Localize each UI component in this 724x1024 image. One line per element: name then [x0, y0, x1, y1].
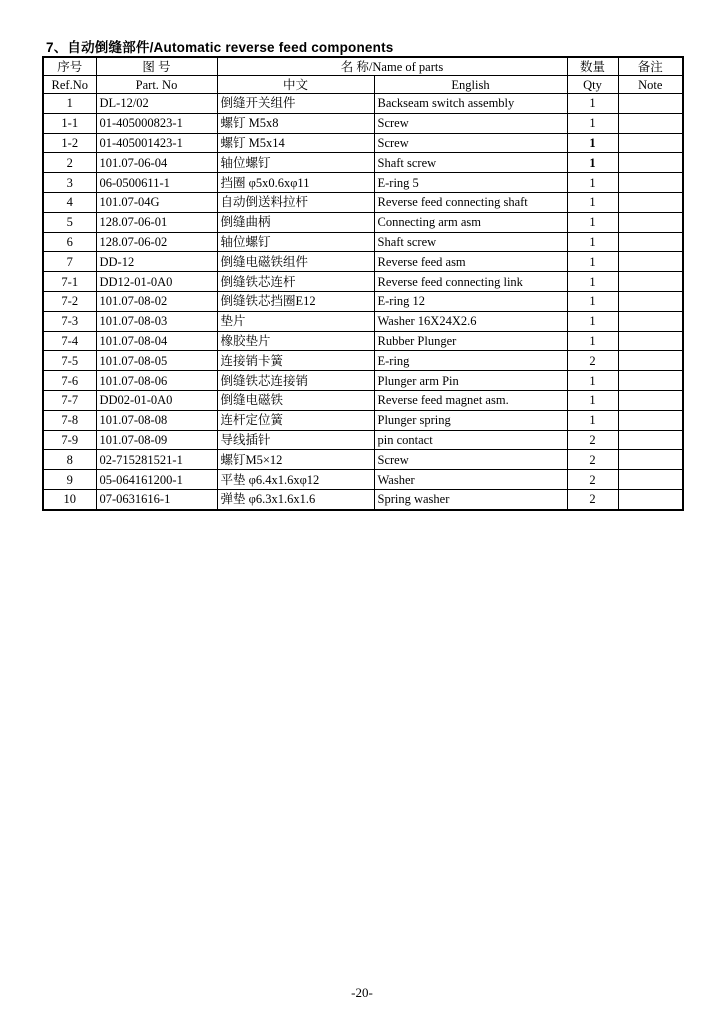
cell-note: [618, 291, 683, 311]
cell-part-no: 101.07-04G: [96, 192, 217, 212]
cell-name-cn: 倒缝铁芯连杆: [217, 272, 374, 292]
cell-name-cn: 螺钉 M5x14: [217, 133, 374, 153]
cell-note: [618, 311, 683, 331]
cell-note: [618, 212, 683, 232]
cell-name-cn: 倒缝开关组件: [217, 94, 374, 114]
header-name-en: English: [374, 76, 567, 94]
cell-ref-no: 5: [43, 212, 96, 232]
cell-ref-no: 1-2: [43, 133, 96, 153]
cell-name-en: Reverse feed connecting link: [374, 272, 567, 292]
cell-name-cn: 连接销卡簧: [217, 351, 374, 371]
cell-name-en: Screw: [374, 113, 567, 133]
cell-name-cn: 倒缝曲柄: [217, 212, 374, 232]
cell-ref-no: 7-8: [43, 410, 96, 430]
parts-table-body: [43, 94, 683, 510]
header-qty-en: Qty: [567, 76, 618, 94]
cell-name-en: pin contact: [374, 430, 567, 450]
cell-name-cn: 轴位螺钉: [217, 232, 374, 252]
cell-part-no: DD-12: [96, 252, 217, 272]
cell-name-cn: 轴位螺钉: [217, 153, 374, 173]
cell-part-no: 05-064161200-1: [96, 470, 217, 490]
cell-name-cn: 导线插针: [217, 430, 374, 450]
cell-ref-no: 7-7: [43, 390, 96, 410]
section-title: 7、自动倒缝部件/Automatic reverse feed components: [46, 40, 394, 55]
cell-note: [618, 390, 683, 410]
table-row: [43, 410, 683, 430]
table-row: [43, 153, 683, 173]
table-row: [43, 212, 683, 232]
table-row: [43, 291, 683, 311]
cell-part-no: DL-12/02: [96, 94, 217, 114]
table-row: [43, 192, 683, 212]
cell-qty: 1: [567, 272, 618, 292]
table-row: [43, 133, 683, 153]
cell-qty: 1: [567, 173, 618, 193]
cell-name-en: E-ring: [374, 351, 567, 371]
cell-name-cn: 倒缝铁芯连接销: [217, 371, 374, 391]
cell-ref-no: 7-5: [43, 351, 96, 371]
table-row: [43, 311, 683, 331]
cell-part-no: 101.07-08-09: [96, 430, 217, 450]
cell-qty: 1: [567, 232, 618, 252]
header-qty-cn: 数量: [567, 57, 618, 76]
table-row: [43, 272, 683, 292]
cell-name-en: Spring washer: [374, 489, 567, 509]
cell-ref-no: 8: [43, 450, 96, 470]
cell-name-cn: 平垫 φ6.4x1.6xφ12: [217, 470, 374, 490]
cell-name-en: Reverse feed connecting shaft: [374, 192, 567, 212]
cell-name-en: Screw: [374, 133, 567, 153]
cell-qty: 1: [567, 311, 618, 331]
cell-qty: 1: [567, 133, 618, 153]
cell-ref-no: 1-1: [43, 113, 96, 133]
cell-name-en: Washer 16X24X2.6: [374, 311, 567, 331]
cell-part-no: DD02-01-0A0: [96, 390, 217, 410]
cell-ref-no: 7-2: [43, 291, 96, 311]
page-number: -20-: [351, 985, 373, 1000]
cell-ref-no: 4: [43, 192, 96, 212]
cell-name-cn: 螺钉 M5x8: [217, 113, 374, 133]
cell-part-no: 06-0500611-1: [96, 173, 217, 193]
cell-qty: 2: [567, 489, 618, 509]
cell-ref-no: 6: [43, 232, 96, 252]
cell-part-no: 128.07-06-02: [96, 232, 217, 252]
cell-qty: 1: [567, 153, 618, 173]
table-row: [43, 489, 683, 509]
cell-name-en: E-ring 5: [374, 173, 567, 193]
table-row: [43, 450, 683, 470]
cell-part-no: 101.07-08-08: [96, 410, 217, 430]
cell-name-cn: 倒缝电磁铁: [217, 390, 374, 410]
cell-name-en: Shaft screw: [374, 153, 567, 173]
cell-note: [618, 173, 683, 193]
cell-part-no: DD12-01-0A0: [96, 272, 217, 292]
cell-note: [618, 410, 683, 430]
cell-name-en: E-ring 12: [374, 291, 567, 311]
cell-qty: 2: [567, 351, 618, 371]
cell-name-cn: 连杆定位簧: [217, 410, 374, 430]
cell-qty: 1: [567, 291, 618, 311]
cell-part-no: 101.07-08-06: [96, 371, 217, 391]
cell-qty: 1: [567, 94, 618, 114]
cell-part-no: 101.07-08-04: [96, 331, 217, 351]
cell-name-en: Connecting arm asm: [374, 212, 567, 232]
cell-ref-no: 7-3: [43, 311, 96, 331]
header-note-en: Note: [618, 76, 683, 94]
cell-name-cn: 挡圈 φ5x0.6xφ11: [217, 173, 374, 193]
cell-name-en: Screw: [374, 450, 567, 470]
table-row: [43, 470, 683, 490]
cell-ref-no: 9: [43, 470, 96, 490]
cell-name-cn: 倒缝铁芯挡圈E12: [217, 291, 374, 311]
cell-note: [618, 470, 683, 490]
cell-part-no: 128.07-06-01: [96, 212, 217, 232]
header-ref-cn: 序号: [43, 57, 96, 76]
cell-name-en: Shaft screw: [374, 232, 567, 252]
header-name-cn: 中文: [217, 76, 374, 94]
cell-note: [618, 351, 683, 371]
cell-note: [618, 94, 683, 114]
cell-qty: 1: [567, 371, 618, 391]
cell-ref-no: 2: [43, 153, 96, 173]
cell-ref-no: 7: [43, 252, 96, 272]
cell-qty: 1: [567, 331, 618, 351]
header-ref-en: Ref.No: [43, 76, 96, 94]
cell-name-en: Washer: [374, 470, 567, 490]
cell-name-cn: 橡胶垫片: [217, 331, 374, 351]
cell-name-cn: 垫片: [217, 311, 374, 331]
cell-ref-no: 7-9: [43, 430, 96, 450]
cell-name-en: Rubber Plunger: [374, 331, 567, 351]
cell-qty: 2: [567, 470, 618, 490]
parts-table: [42, 56, 684, 511]
table-row: [43, 390, 683, 410]
cell-part-no: 101.07-08-03: [96, 311, 217, 331]
cell-ref-no: 7-1: [43, 272, 96, 292]
table-row: [43, 94, 683, 114]
header-note-cn: 备注: [618, 57, 683, 76]
cell-part-no: 101.07-08-02: [96, 291, 217, 311]
cell-ref-no: 1: [43, 94, 96, 114]
cell-qty: 1: [567, 212, 618, 232]
cell-note: [618, 133, 683, 153]
parts-table-header: [43, 57, 683, 94]
cell-qty: 1: [567, 410, 618, 430]
cell-note: [618, 113, 683, 133]
table-row: [43, 371, 683, 391]
cell-name-cn: 弹垫 φ6.3x1.6x1.6: [217, 489, 374, 509]
cell-note: [618, 331, 683, 351]
cell-name-cn: 倒缝电磁铁组件: [217, 252, 374, 272]
header-part-en: Part. No: [96, 76, 217, 94]
cell-name-en: Reverse feed magnet asm.: [374, 390, 567, 410]
cell-note: [618, 272, 683, 292]
cell-note: [618, 192, 683, 212]
cell-part-no: 02-715281521-1: [96, 450, 217, 470]
cell-ref-no: 3: [43, 173, 96, 193]
header-part-cn: 图 号: [96, 57, 217, 76]
cell-qty: 1: [567, 113, 618, 133]
cell-qty: 2: [567, 430, 618, 450]
cell-ref-no: 7-4: [43, 331, 96, 351]
cell-qty: 2: [567, 450, 618, 470]
cell-name-cn: 螺钉M5×12: [217, 450, 374, 470]
cell-note: [618, 489, 683, 509]
table-row: [43, 173, 683, 193]
cell-qty: 1: [567, 252, 618, 272]
cell-part-no: 101.07-06-04: [96, 153, 217, 173]
cell-ref-no: 7-6: [43, 371, 96, 391]
cell-name-en: Reverse feed asm: [374, 252, 567, 272]
cell-note: [618, 450, 683, 470]
header-name-group: 名 称/Name of parts: [217, 57, 567, 76]
cell-name-en: Plunger arm Pin: [374, 371, 567, 391]
cell-name-en: Plunger spring: [374, 410, 567, 430]
cell-part-no: 101.07-08-05: [96, 351, 217, 371]
table-row: [43, 351, 683, 371]
cell-note: [618, 371, 683, 391]
table-row: [43, 232, 683, 252]
cell-name-en: Backseam switch assembly: [374, 94, 567, 114]
cell-note: [618, 232, 683, 252]
cell-note: [618, 153, 683, 173]
cell-part-no: 01-405000823-1: [96, 113, 217, 133]
cell-name-cn: 自动倒送料拉杆: [217, 192, 374, 212]
cell-note: [618, 252, 683, 272]
cell-part-no: 01-405001423-1: [96, 133, 217, 153]
cell-qty: 1: [567, 192, 618, 212]
cell-ref-no: 10: [43, 489, 96, 509]
table-row: [43, 113, 683, 133]
cell-part-no: 07-0631616-1: [96, 489, 217, 509]
cell-note: [618, 430, 683, 450]
table-row: [43, 252, 683, 272]
cell-qty: 1: [567, 390, 618, 410]
table-row: [43, 331, 683, 351]
table-row: [43, 430, 683, 450]
